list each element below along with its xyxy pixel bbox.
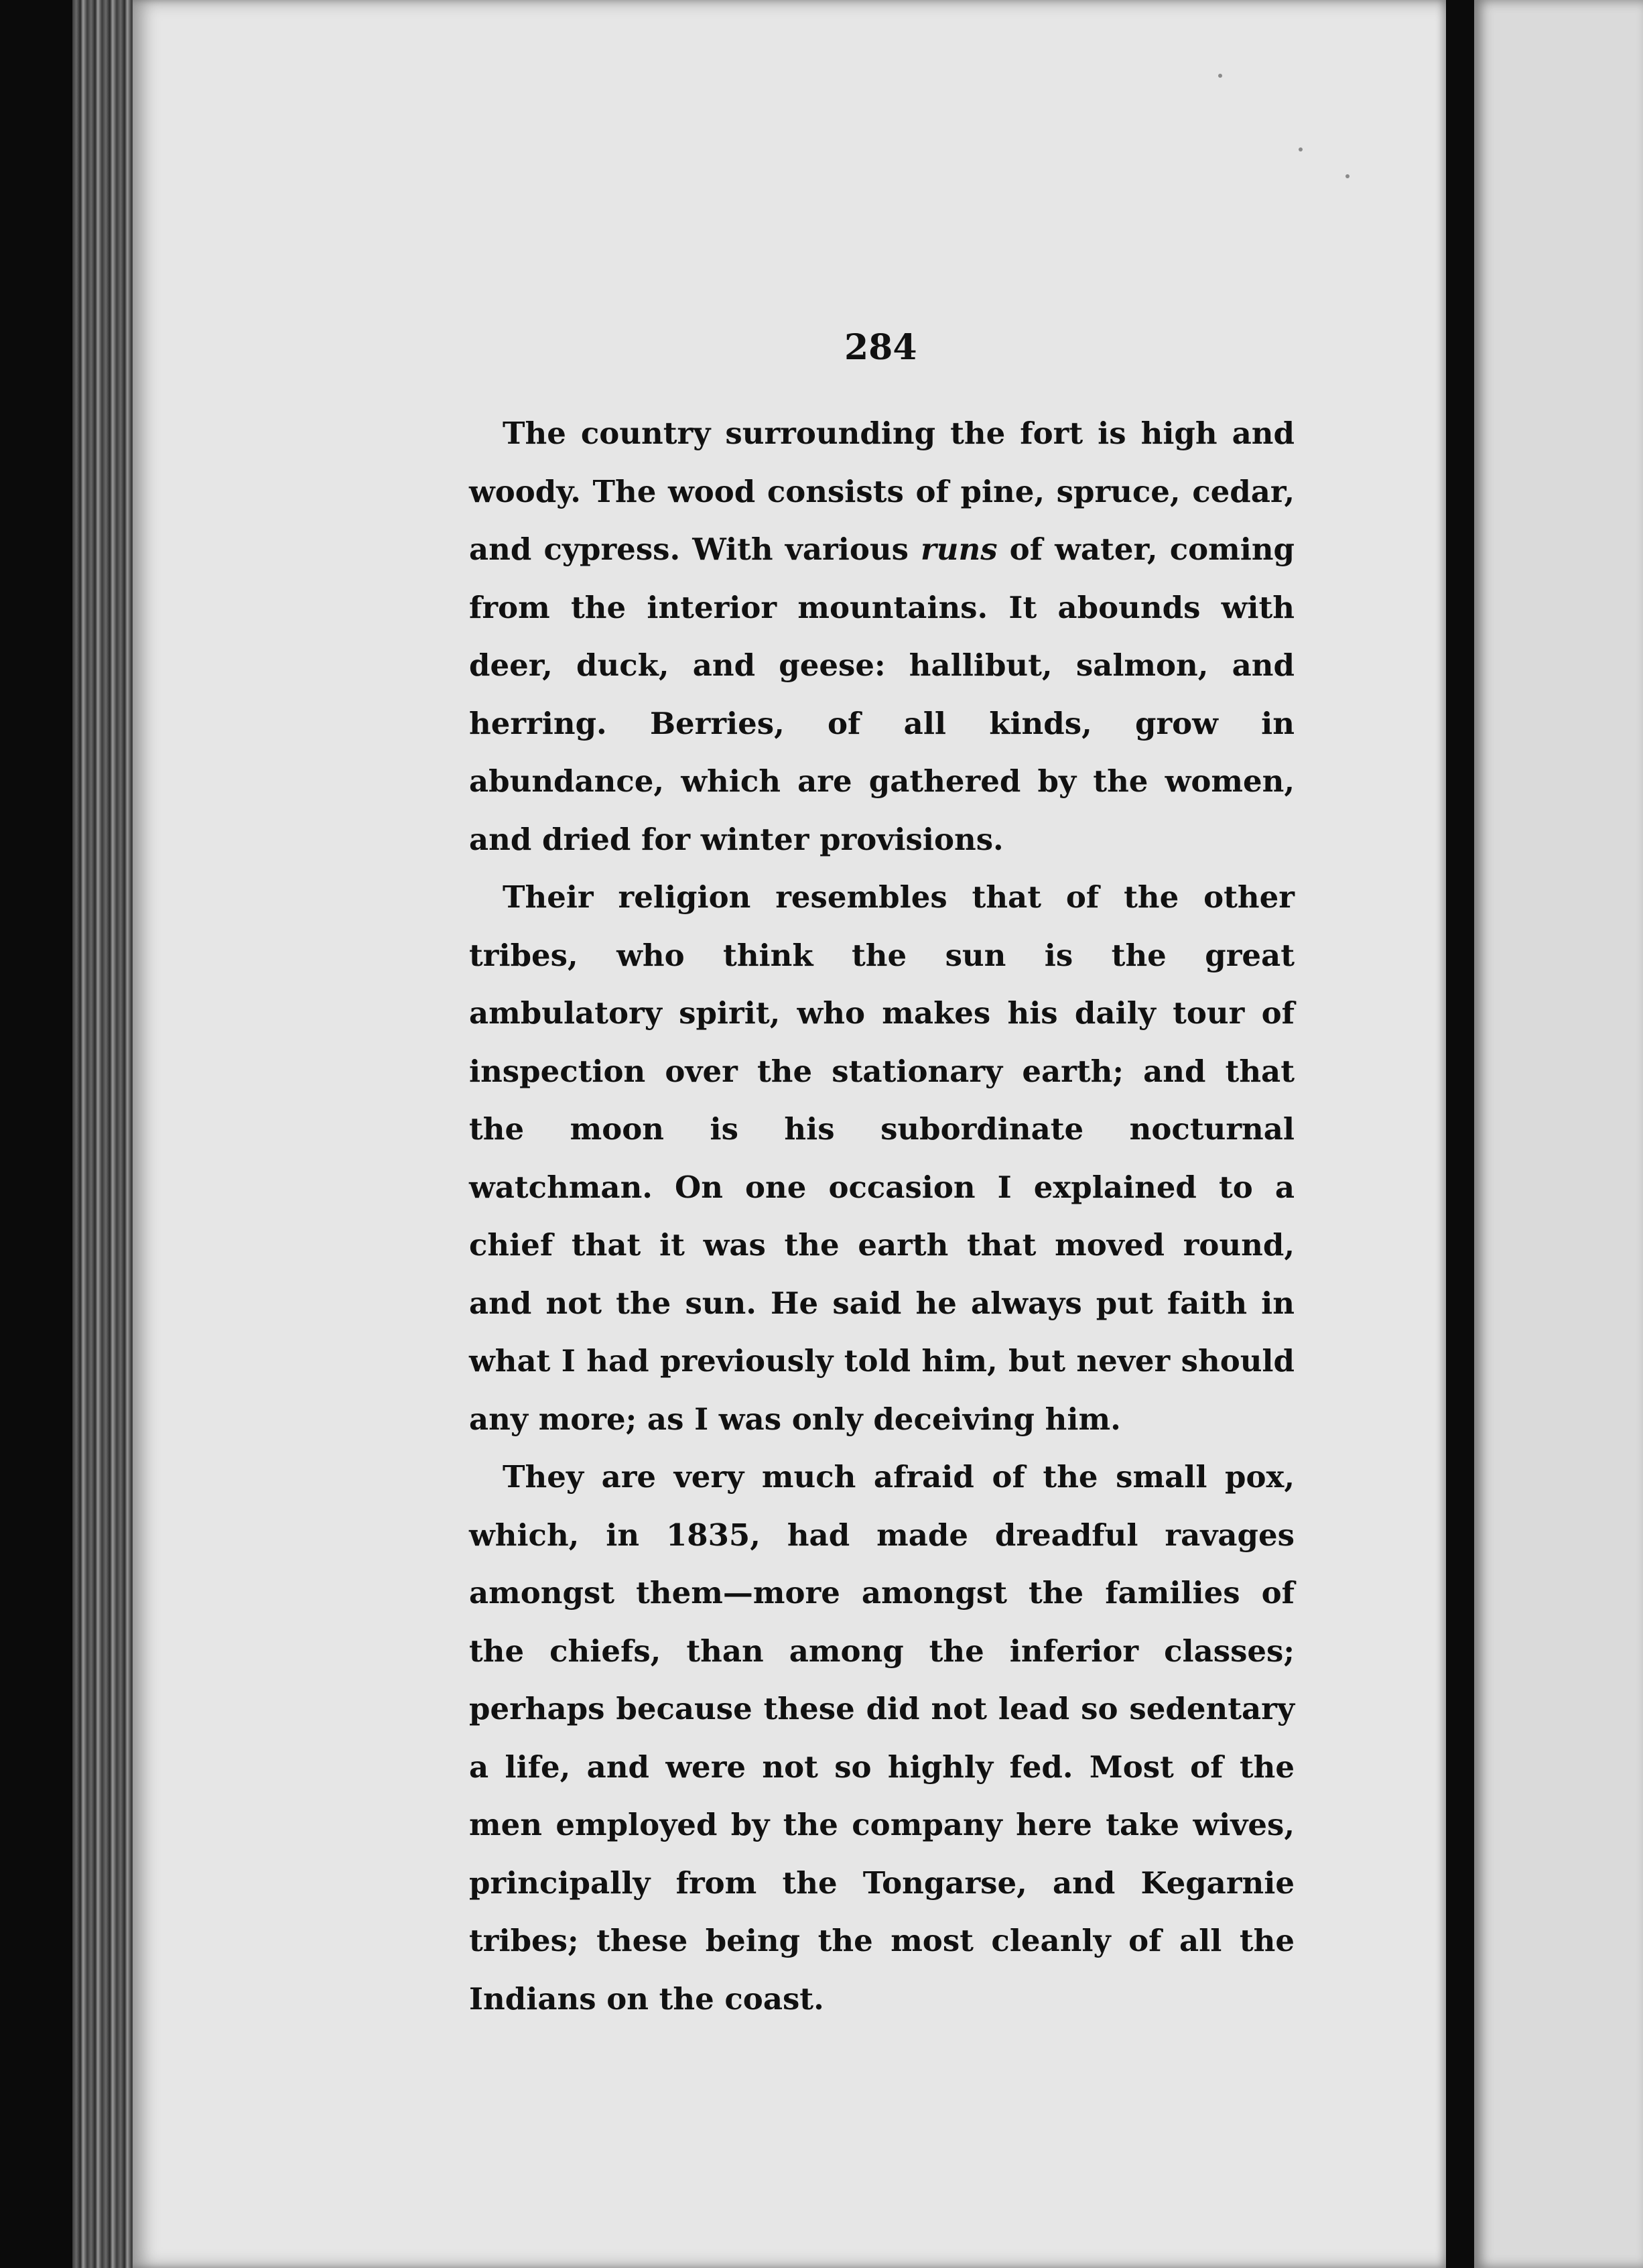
page-number: 284	[844, 327, 917, 368]
paragraph-1-italic-word: runs	[921, 531, 998, 567]
paragraph-3: They are very much afraid of the small pox, which, in 1835, had made dreadful ravages amongst them—more amongst the families of the chiefs, than among the inferior classes; perhaps because these did not lead so sedentary a life, and were not so highly fed. Most of the men employed by the company here take wives, principally from the Tongarse, and Kegarnie tribes; these being the most cleanly of all the Indians on the coast.	[469, 1459, 1295, 2017]
paragraph-1-text-a: The country surrounding the fort is high and woody. The wood consists of pine, spruce, cedar, and cypress. With various	[469, 416, 1295, 567]
paper-speck	[1299, 147, 1303, 151]
paragraph-1	[469, 405, 1295, 869]
facing-page-edge	[1474, 0, 1643, 2268]
paragraph-1-text-b: of water, coming from the interior mountains. It abounds with deer, duck, and geese: hallibut, salmon, and herring. Berries, of all kinds, grow in abundance, which are gathered by the women, and dried for winter provisions.	[469, 531, 1295, 857]
paragraph-2: Their religion resembles that of the other tribes, who think the sun is the great ambulatory spirit, who makes his daily tour of inspection over the stationary earth; and that the moon is his subordinate nocturnal watchman. On one occasion I explained to a chief that it was the earth that moved round, and not the sun. He said he always put faith in what I had previously told him, but never should any more; as I was only deceiving him.	[469, 879, 1295, 1437]
paper-speck	[1218, 74, 1222, 78]
paper-speck	[1345, 174, 1350, 178]
page-body	[469, 405, 1295, 2028]
